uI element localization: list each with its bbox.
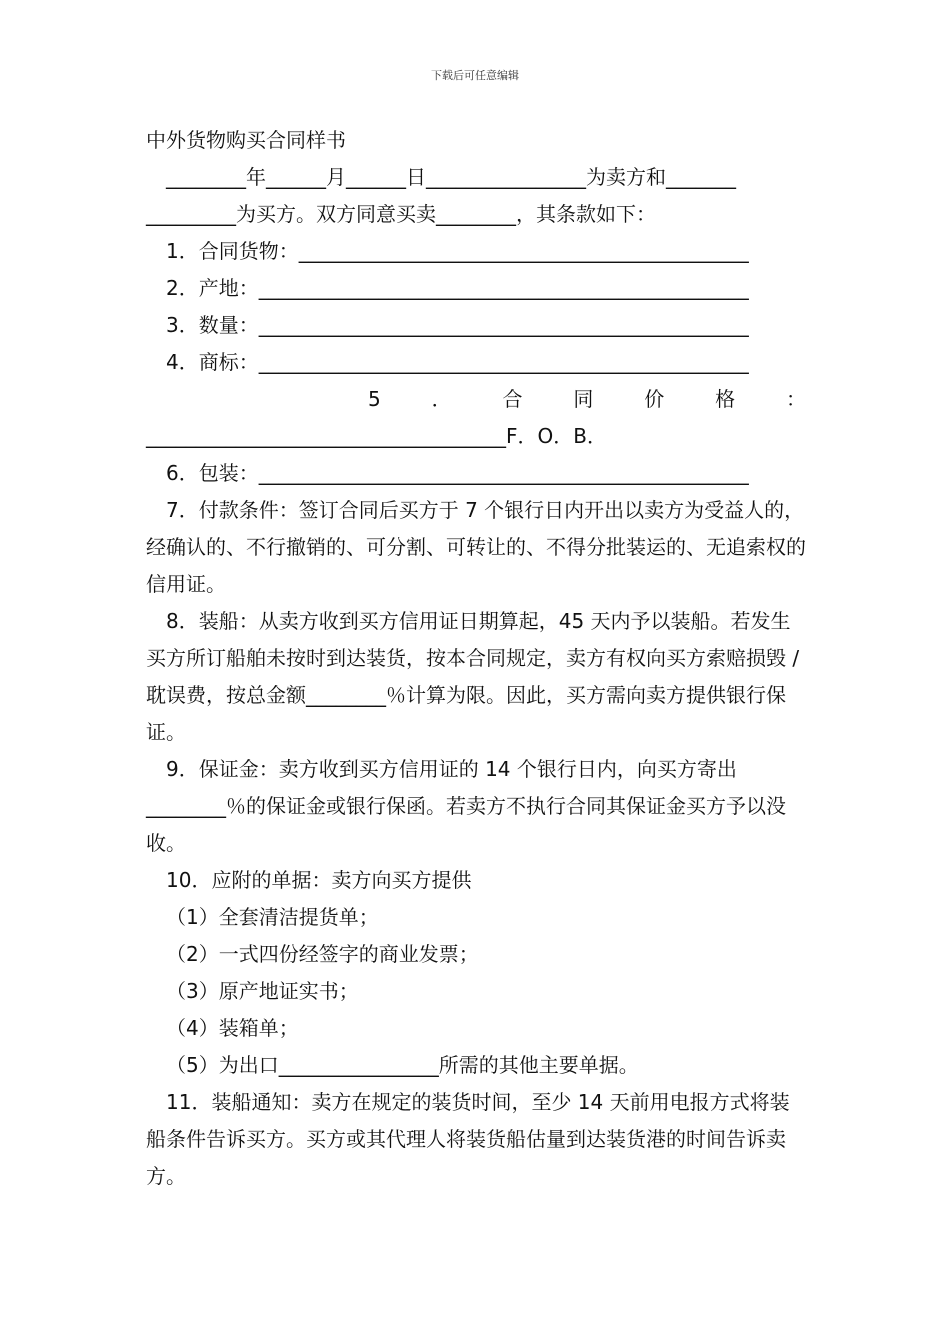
clause-price-line-2: ____________________________________F．O．B． — [146, 424, 607, 448]
price-token: 价 — [644, 387, 665, 411]
document-item: （5）为出口________________所需的其他主要单据。 — [166, 1053, 639, 1077]
clause-shipping-notice: 11．装船通知：卖方在规定的装货时间，至少 14 天前用电报方式将装船条件告诉买方。买方或其代理人将装货船估量到达装货港的时间告诉卖方。 — [146, 1090, 790, 1188]
price-token: 同 — [573, 387, 594, 411]
clause-quantity: 3．数量：_________________________________________________ — [166, 313, 749, 337]
clause-payment: 7．付款条件：签订合同后买方于 7 个银行日内开出以卖方为受益人的，经确认的、不行撤销的、可分割、可转让的、不得分批装运的、无追索权的信用证。 — [146, 498, 806, 596]
contract-body — [146, 122, 806, 1195]
header-note: 下载后可任意编辑 — [431, 69, 519, 82]
clause-origin: 2．产地：_________________________________________________ — [166, 276, 749, 300]
intro-line-1: ________年______月______日________________为卖方和_______ — [166, 165, 736, 189]
document-item: （4）装箱单； — [166, 1016, 299, 1040]
document-title: 中外货物购买合同样书 — [146, 128, 346, 152]
clause-trademark: 4．商标：_________________________________________________ — [166, 350, 749, 374]
price-token: ： — [785, 387, 806, 411]
clause-shipment: 8．装船：从卖方收到买方信用证日期算起，45 天内予以装船。若发生买方所订船舶未按时到达装货，按本合同规定，卖方有权向买方索赔损毁 / 耽误费，按总金额________％计算为限。因此，买方需向卖方提供银行保证。 — [146, 609, 800, 744]
clause-price-line-1 — [146, 381, 806, 418]
clause-deposit: 9．保证金：卖方收到买方信用证的 14 个银行日内，向买方寄出________％的保证金或银行保函。若卖方不执行合同其保证金买方予以没收。 — [146, 757, 786, 855]
document-item: （2）一式四份经签字的商业发票； — [166, 942, 479, 966]
clause-documents: 10．应附的单据：卖方向买方提供 — [166, 868, 472, 892]
price-token: ． — [431, 387, 452, 411]
clause-packing: 6．包装：_________________________________________________ — [166, 461, 749, 485]
document-item: （3）原产地证实书； — [166, 979, 359, 1003]
price-token: 格 — [715, 387, 736, 411]
document-item: （1）全套清洁提货单； — [166, 905, 379, 929]
clause-goods: 1．合同货物：_____________________________________________ — [166, 239, 749, 263]
intro-line-2: _________为买方。双方同意买卖________，其条款如下： — [146, 202, 656, 226]
price-token: 合 — [502, 387, 523, 411]
price-token: 5 — [368, 387, 381, 411]
